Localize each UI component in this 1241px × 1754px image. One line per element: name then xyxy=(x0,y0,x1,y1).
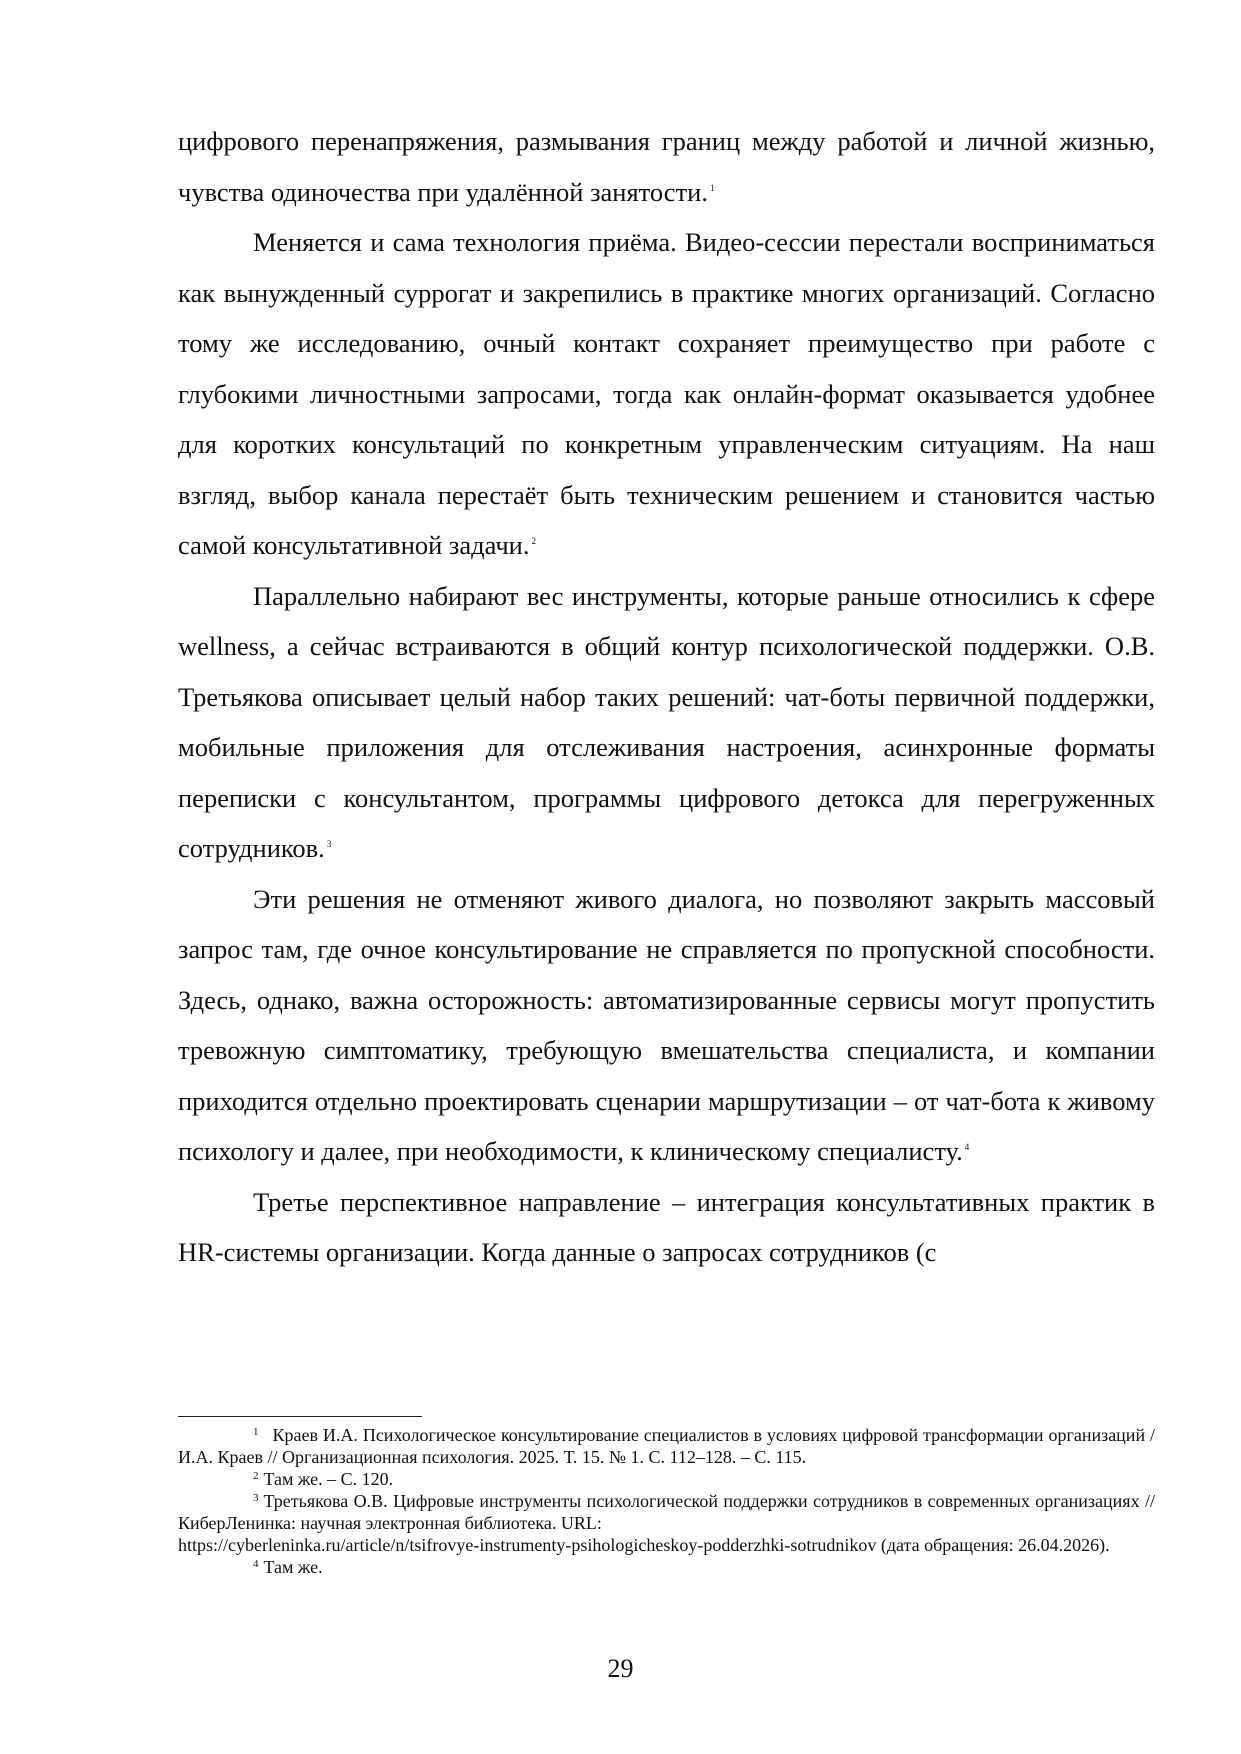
footnotes xyxy=(178,1424,1155,1578)
footnote-4 xyxy=(178,1556,1155,1578)
footnote-ref: 4 xyxy=(964,1142,970,1152)
footnote-ref: 3 xyxy=(326,839,332,849)
body-text xyxy=(178,116,1155,1278)
page-number: 29 xyxy=(607,1654,634,1683)
footnote-text: Там же. xyxy=(263,1557,323,1577)
footnote-text: Там же. – С. 120. xyxy=(263,1469,394,1489)
paragraph-3 xyxy=(178,571,1155,874)
footnote-2 xyxy=(178,1468,1155,1490)
paragraph-text: цифрового перенапряжения, размывания границ между работой и личной жизнью, чувства одиночества при удалённой занятости. xyxy=(178,126,1155,207)
footnote-1 xyxy=(178,1424,1155,1468)
footnote-number: 4 xyxy=(253,1558,259,1570)
footnote-number: 2 xyxy=(253,1470,259,1482)
footnote-ref: 1 xyxy=(709,182,715,193)
footnote-text: Третьякова О.В. Цифровые инструменты психологической поддержки сотрудников в современных организациях // КиберЛенинка: научная электронная библиотека. URL: xyxy=(178,1491,1155,1533)
paragraph-1 xyxy=(178,116,1155,217)
paragraph-text: Меняется и сама технология приёма. Видео-сессии перестали восприниматься как вынужденный суррогат и закрепились в практике многих организаций. Согласно тому же исследованию, очный контакт сохраняет преимущество при работе с глубокими личностными запросами, тогда как онлайн-формат оказывается удобнее для коротких консультаций по конкретным управленческим ситуациям. На наш взгляд, выбор канала перестаёт быть техническим решением и становится частью самой консультативной задачи. xyxy=(178,227,1155,560)
paragraph-text: Третье перспективное направление – интеграция консультативных практик в HR-системы организации. Когда данные о запросах сотрудников (с xyxy=(178,1186,1155,1267)
footnote-3 xyxy=(178,1490,1155,1556)
footnote-text: Краев И.А. Психологическое консультирование специалистов в условиях цифровой трансформации организаций / И.А. Краев // Организационная психология. 2025. Т. 15. № 1. С. 112–128. – С. 115. xyxy=(178,1425,1155,1467)
paragraph-text: Параллельно набирают вес инструменты, которые раньше относились к сфере wellness, а сейчас встраиваются в общий контур психологической поддержки. О.В. Третьякова описывает целый набор таких решений: чат-боты первичной поддержки, мобильные приложения для отслеживания настроения, асинхронные форматы переписки с консультантом, программы цифрового детокса для перегруженных сотрудников. xyxy=(178,580,1155,863)
footnote-ref: 2 xyxy=(531,536,536,546)
paragraph-text: Эти решения не отменяют живого диалога, но позволяют закрыть массовый запрос там, где очное консультирование не справляется по пропускной способности. Здесь, однако, важна осторожность: автоматизированные сервисы могут пропустить тревожную симптоматику, требующую вмешательства специалиста, и компании приходится отдельно проектировать сценарии маршрутизации – от чат-бота к живому психологу и далее, при необходимости, к клиническому специалисту. xyxy=(178,883,1155,1166)
paragraph-4 xyxy=(178,874,1155,1177)
footnote-separator xyxy=(178,1416,422,1417)
footnote-number: 3 xyxy=(253,1492,259,1504)
paragraph-5 xyxy=(178,1177,1155,1278)
footnote-url[interactable]: https://cyberleninka.ru/article/n/tsifrovye-instrumenty-psihologicheskoy-podderzhki-sotrudnikov (дата обращения: 26.04.2026). xyxy=(178,1535,1110,1555)
footnote-number: 1 xyxy=(253,1426,259,1438)
paragraph-2 xyxy=(178,217,1155,571)
